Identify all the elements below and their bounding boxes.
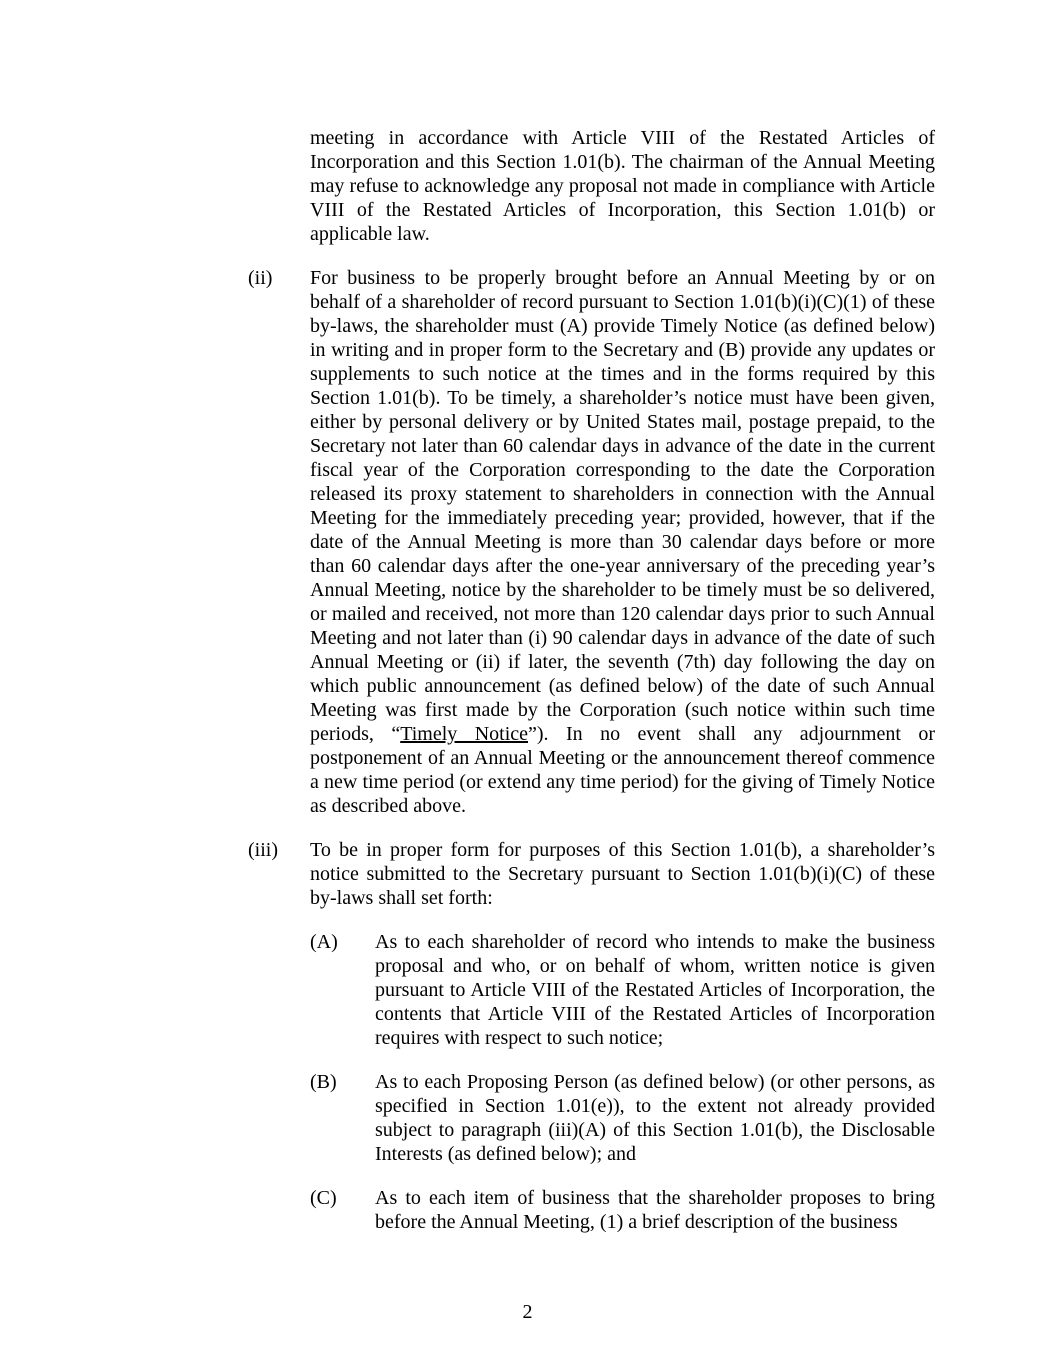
- list-item-ii: [248, 266, 935, 818]
- timely-notice-defined-term: Timely Notice: [400, 723, 529, 745]
- list-subitem-a-text: As to each shareholder of record who intends to make the business proposal and who, or on behalf of whom, written notice is given pursuant to Article VIII of the Restated Articles of Incorporation, the contents that Article VIII of the Restated Articles of Incorporation requires with respect to such notice;: [375, 931, 935, 1049]
- list-subitem-b-label: (B): [310, 1071, 337, 1093]
- list-subitem-b-text: As to each Proposing Person (as defined below) (or other persons, as specified in Section 1.01(e)), to the extent not already provided subject to paragraph (iii)(A) of this Section 1.01(b), the Disclosable Interests (as defined below); and: [375, 1071, 935, 1165]
- list-item-ii-label: (ii): [248, 267, 273, 289]
- page-number: 2: [522, 1301, 533, 1323]
- list-subitem-b: [310, 1070, 935, 1166]
- list-item-iii-text: To be in proper form for purposes of this Section 1.01(b), a shareholder’s notice submitted to the Secretary pursuant to Section 1.01(b)(i)(C) of these by-laws shall set forth:: [310, 839, 935, 909]
- list-item-ii-text-before: For business to be properly brought before an Annual Meeting by or on behalf of a shareholder of record pursuant to Section 1.01(b)(i)(C)(1) of these by-laws, the shareholder must (A) provide Timely Notice (as defined below) in writing and in proper form to the Secretary and (B) provide any updates or supplements to such notice at the times and in the forms required by this Section 1.01(b). To be timely, a shareholder’s notice must have been given, either by personal delivery or by United States mail, postage prepaid, to the Secretary not later than 60 calendar days in advance of the date in the current fiscal year of the Corporation corresponding to the date the Corporation released its proxy statement to shareholders in connection with the Annual Meeting for the immediately preceding year; provided, however, that if the date of the Annual Meeting is more than 30 calendar days before or more than 60 calendar days after the one-year anniversary of the preceding year’s Annual Meeting, notice by the shareholder to be timely must be so delivered, or mailed and received, not more than 120 calendar days prior to such Annual Meeting and not later than (i) 90 calendar days in advance of the date of such Annual Meeting or (ii) if later, the seventh (7th) day following the day on which public announcement (as defined below) of the date of such Annual Meeting was first made by the Corporation (such notice within such time periods, “: [310, 267, 935, 745]
- list-subitem-a-label: (A): [310, 931, 338, 953]
- list-subitem-c: [310, 1186, 935, 1234]
- list-item-ii-text-after: ”). In no event shall any adjournment or postponement of an Annual Meeting or the announcement thereof commence a new time period (or extend any time period) for the giving of Timely Notice as described above.: [310, 723, 935, 817]
- list-item-iii: [248, 838, 935, 910]
- list-item-ii-text: [310, 266, 935, 818]
- list-item-iii-label: (iii): [248, 839, 278, 861]
- paragraph-continuation: meeting in accordance with Article VIII of the Restated Articles of Incorporation and this Section 1.01(b). The chairman of the Annual Meeting may refuse to acknowledge any proposal not made in compliance with Article VIII of the Restated Articles of Incorporation, this Section 1.01(b) or applicable law.: [310, 127, 935, 245]
- list-subitem-c-label: (C): [310, 1187, 337, 1209]
- list-subitem-a: [310, 930, 935, 1050]
- list-subitem-c-text: As to each item of business that the shareholder proposes to bring before the Annual Meeting, (1) a brief description of the business: [375, 1187, 935, 1233]
- document-body: [248, 126, 935, 1234]
